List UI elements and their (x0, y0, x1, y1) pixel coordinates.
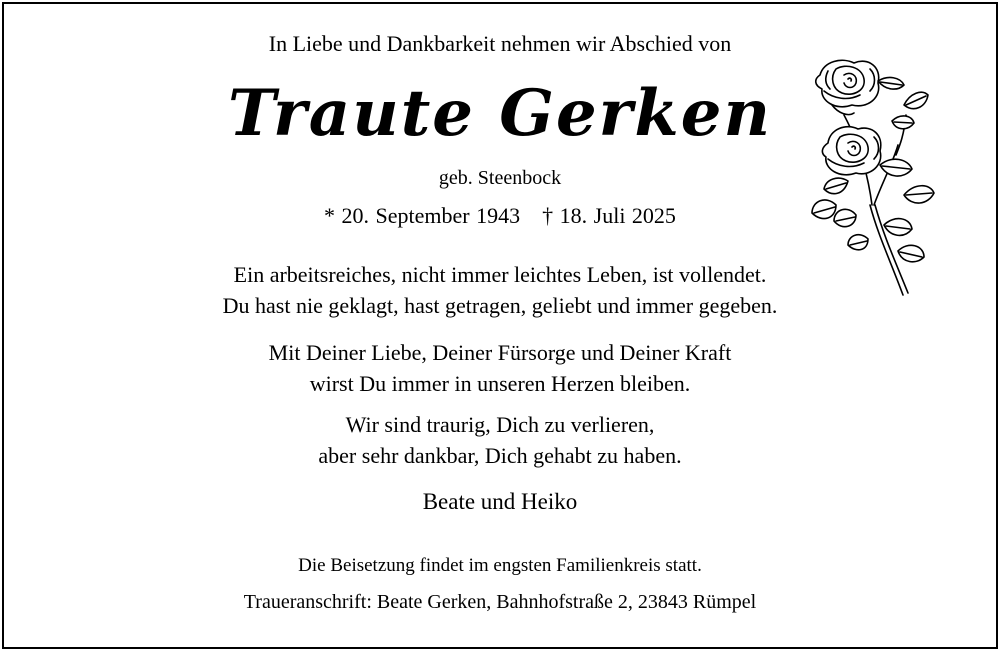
verse-stanza-3 (0, 409, 1000, 471)
birth-date: * 20. September 1943 (324, 203, 521, 228)
verse-line: aber sehr dankbar, Dich gehabt zu haben. (318, 443, 682, 468)
mourning-address: Traueranschrift: Beate Gerken, Bahnhofstraße 2, 23843 Rümpel (243, 591, 757, 613)
verse-line: Ein arbeitsreiches, nicht immer leichtes Leben, ist vollendet. (233, 262, 767, 287)
signers: Beate und Heiko (422, 489, 578, 514)
verse-line: Mit Deiner Liebe, Deiner Fürsorge und Deiner Kraft (268, 340, 732, 365)
rose-icon (808, 55, 948, 305)
verse-stanza-2 (0, 337, 1000, 399)
funeral-note: Die Beisetzung findet im engsten Familienkreis statt. (298, 555, 702, 576)
verse-line: Wir sind traurig, Dich zu verlieren, (345, 412, 655, 437)
intro-text: In Liebe und Dankbarkeit nehmen wir Abschied von (268, 31, 732, 56)
maiden-name: geb. Steenbock (438, 167, 562, 189)
verse-line: wirst Du immer in unseren Herzen bleiben. (309, 371, 691, 396)
verse-line: Du hast nie geklagt, hast getragen, geliebt und immer gegeben. (222, 293, 778, 318)
death-date: † 18. Juli 2025 (542, 203, 676, 228)
deceased-name: Traute Gerken (228, 76, 772, 151)
